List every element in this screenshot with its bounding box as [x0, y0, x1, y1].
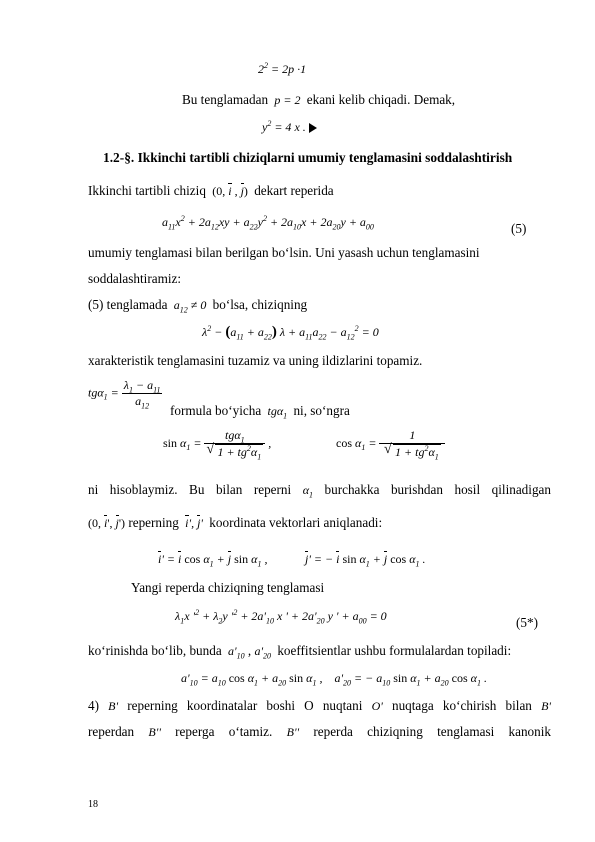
p3-prefix: (5) tenglamada: [88, 297, 168, 312]
tg-formula: tgα$_1$ = $\frac{\lambda_1 - a_{11}}{a_{12}}$: [88, 378, 161, 411]
paragraph-2-line-2: soddalashtiramiz:: [88, 271, 182, 286]
page-number: 18: [88, 799, 98, 810]
equation-top: $2^2 = 2p \cdot 1$: [258, 61, 307, 76]
coefficient-formulas: $a'_{10} = a_{10}$ $\cos \alpha_1 + a_{20}$ $\sin \alpha_1$ , $a'_{20}$ = − $a_{10}$ $\sin \alpha_1 + a_{20}$ $\cos \alpha_1$ .: [181, 671, 487, 688]
p1-suffix: dekart reperida: [254, 183, 334, 198]
p1-prefix: Ikkinchi tartibli chiziq: [88, 183, 206, 198]
tg-mid-text: [170, 403, 350, 419]
tg-alpha: tgα$_1$: [267, 404, 288, 421]
p5-suffix: koordinata vektorlari aniqlanadi:: [209, 515, 383, 530]
frame-oij-prime: (0, i', j'): [88, 516, 126, 530]
p3-suffix: bo‘lsa, chiziqning: [212, 297, 308, 312]
result-equation: $y^2 = 4$ x .: [262, 120, 317, 135]
vector-equation-j: j' = − i $\sin \alpha_1 + j$ $\cos \alpha_1$ .: [305, 552, 426, 569]
p5-mid: reperning: [128, 515, 179, 530]
tg-fraction: $\frac{\lambda_1 - a_{11}}{a_{12}}$: [123, 378, 161, 411]
paragraph-5-line-1: ni hisoblaymiz. Bu bilan reperni $\alpha_1$ burchakka burishdan hosil qilinadigan: [88, 482, 551, 500]
paragraph-4: xarakteristik tenglamasini tuzamiz va uning ildizlarini topamiz.: [88, 353, 423, 368]
section-title: 1.2-§. Ikkinchi tartibli chiziqlarni umumiy tenglamasini soddalashtirish: [103, 150, 513, 165]
coef-a20-prime: $a'_{20}$: [254, 644, 272, 661]
equation-5-label: (5): [511, 221, 527, 236]
intro-equation: p = 2: [274, 93, 304, 107]
characteristic-equation: $\lambda^2 - (a_{11} + a_{22}) \lambda + a_{11}a_{22} - a_{12}^2 = 0$: [202, 324, 379, 342]
condition-a12: $a_{12} \ne 0$: [173, 298, 210, 315]
paragraph-8-line-1: 4) B' reperning koordinatalar boshi O nuqtani O' nuqtaga ko‘chirish bilan B': [88, 698, 551, 713]
equation-5: $a_{11}x^2 + 2a_{12}xy + a_{22}y^2 + 2a_{10}x + 2a_{20}y + a_{00}$: [162, 214, 374, 232]
intro-suffix: ekani kelib chiqadi. Demak,: [306, 92, 456, 107]
vector-equation-i: i' = i $\cos \alpha_1 + j$ $\sin \alpha_1$ ,: [158, 552, 268, 569]
intro-prefix: Bu tenglamadan: [182, 92, 269, 107]
p7-prefix: ko‘rinishda bo‘lib, bunda: [88, 643, 222, 658]
coef-a10-prime: $a'_{10}$: [227, 644, 245, 661]
tg-mid-suffix: ni, so‘ngra: [293, 403, 350, 418]
sin-formula: $\sin \alpha_1$ = tgα$_1$ √ $1 + tg^2\alpha_1$ ,: [163, 428, 271, 460]
equation-5-star: $\lambda_1x$ '$^2 + \lambda_2y$ '$^2 + 2a'_{10}$ x ' + $2a'_{20}$ y ' + $a_{00} = 0$: [175, 608, 387, 626]
basis-vectors: i', j': [185, 516, 206, 530]
end-of-proof-icon: [309, 123, 317, 133]
paragraph-8-line-2: reperdan B'' reperga o‘tamiz. B'' reperda chiziqning tenglamasi kanonik: [88, 724, 551, 739]
paragraph-6: Yangi reperda chiziqning tenglamasi: [131, 580, 325, 595]
intro-line: [182, 92, 455, 108]
paragraph-3: [88, 297, 307, 313]
cos-formula: $\cos \alpha_1$ = 1 √ $1 + tg^2\alpha_1$: [336, 428, 445, 460]
p7-suffix: koeffitsientlar ushbu formulalardan topiladi:: [277, 643, 512, 658]
equation-5-star-label: (5*): [516, 615, 538, 630]
paragraph-2-line-1: umumiy tenglamasi bilan berilgan bo‘lsin. Uni yasash uchun tenglamasini: [88, 245, 480, 260]
tg-mid-prefix: formula bo‘yicha: [170, 403, 262, 418]
paragraph-7: ko‘rinishda bo‘lib, bunda $a'_{10}$ , $a'_{20}$ koeffitsientlar ushbu formulalardan topiladi:: [88, 643, 512, 661]
paragraph-1: [88, 183, 334, 199]
paragraph-5-line-2: [88, 515, 382, 531]
frame-oij: (0, i , j): [209, 184, 251, 198]
